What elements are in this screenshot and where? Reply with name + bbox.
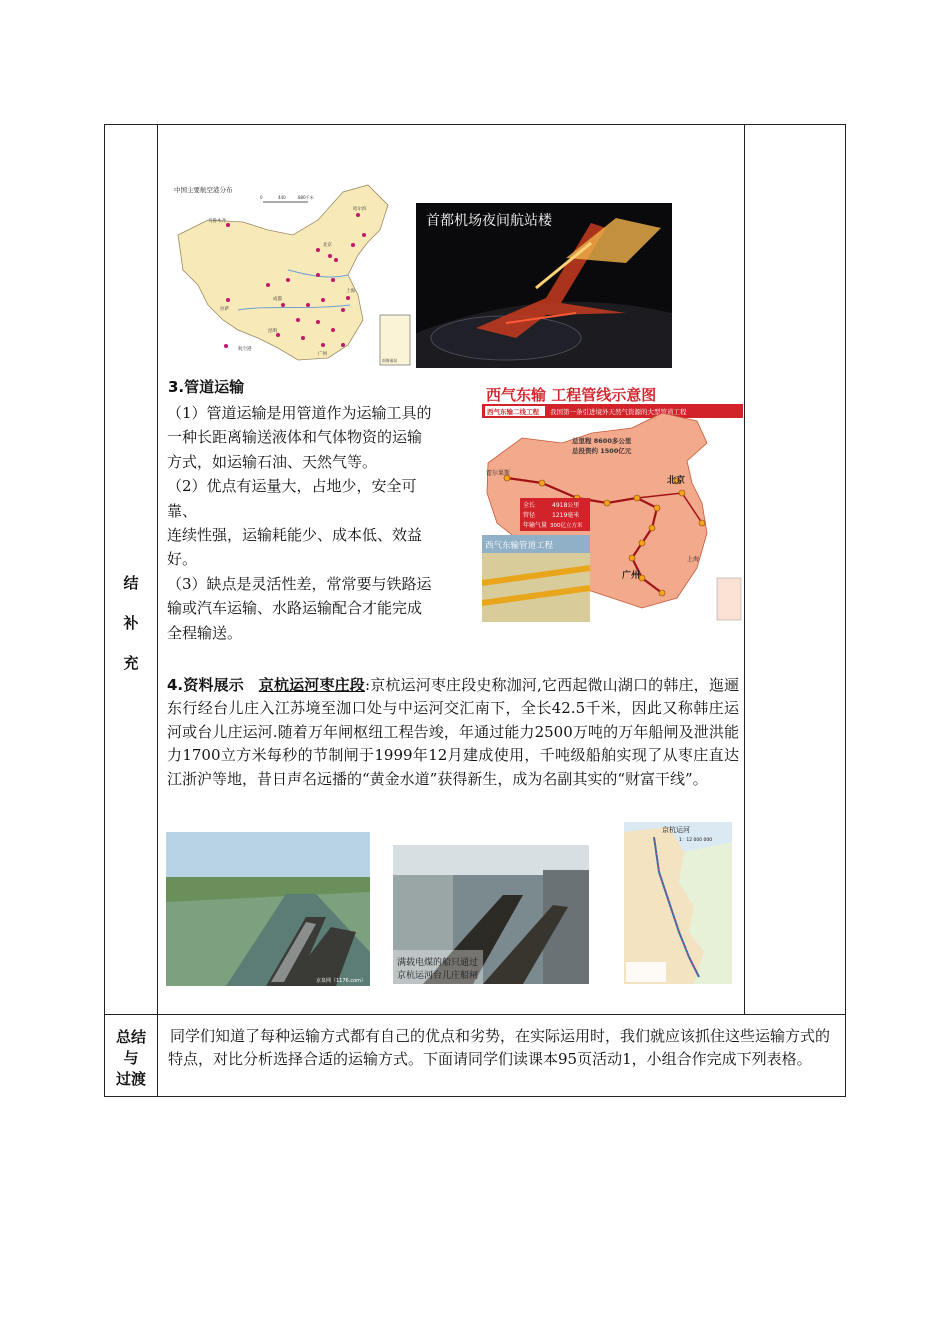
svg-text:航空港: 航空港 [238, 347, 252, 352]
svg-text:880千米: 880千米 [298, 195, 314, 200]
pipeline-points: （1）管道运输是用管道作为运输工具的 一种长距离输送液体和气体物资的运输 方式，如运输石油、天然气等。 （2）优点有运量大，占地少，安全可 靠、 连续性强，运输耗能少、成本低、效益 好。 （3）缺点是灵活性差，常常要与铁路运 输或汽车运输、水路运输配合才能完成 全程输送。 [167, 404, 432, 642]
svg-text:我国第一条引进境外天然气资源的大型管道工程: 我国第一条引进境外天然气资源的大型管道工程 [550, 408, 687, 416]
airport-night-photo [416, 203, 672, 368]
svg-text:满载电煤的船只通过: 满载电煤的船只通过 [397, 958, 479, 968]
svg-text:京泉网（1176.com）: 京泉网（1176.com） [316, 978, 366, 984]
svg-text:京杭运河: 京杭运河 [662, 826, 690, 834]
airport-map [168, 180, 414, 370]
svg-text:300亿立方米: 300亿立方米 [550, 523, 583, 529]
svg-text:年输气量: 年输气量 [523, 522, 548, 529]
svg-text:1：12 000 000: 1：12 000 000 [679, 838, 713, 843]
svg-text:昆明: 昆明 [268, 329, 277, 334]
svg-text:西气东输管道工程: 西气东输管道工程 [485, 541, 554, 551]
svg-text:总里程 8600多公里: 总里程 8600多公里 [572, 437, 632, 445]
svg-text:西气东输二线工程: 西气东输二线工程 [487, 408, 539, 416]
svg-text:1219毫米: 1219毫米 [552, 512, 580, 519]
west-east-gas-map [482, 383, 743, 622]
canal-photo-barges [166, 832, 370, 986]
svg-text:乌鲁木齐: 乌鲁木齐 [208, 219, 226, 224]
gas-map-title: 西气东输 工程管线示意图 [486, 386, 657, 404]
canal-paragraph [167, 674, 739, 791]
canal-text: :京杭运河枣庄段史称泇河,它西起微山湖口的韩庄，迤逦东行经台儿庄入江苏境至泇口处与中运河交汇南下，全长42.5千米，因此又称韩庄运河或台儿庄运河.随着万年闸枢纽工程告竣，年通过能力2500万吨的万年船闸及泄洪能力1700立方米每秒的节制闸于1999年12月建成使用，千吨级船舶实现了从枣庄直达江浙沪等地，昔日声名远播的“黄金水道”获得新生，成为名副其实的“财富干线”。 [167, 676, 739, 788]
canal-photo-ship-lock [393, 845, 589, 984]
svg-text:440: 440 [278, 195, 286, 200]
svg-text:广州: 广州 [318, 352, 327, 357]
pipeline-heading: 3.管道运输 [168, 378, 245, 396]
summary-text: 同学们知道了每种运输方式都有自己的优点和劣势，在实际运用时，我们就应该抓住这些运输方式的特点，对比分析选择合适的运输方式。下面请同学们读课本95页活动1，小组合作完成下列表格。 [168, 1027, 831, 1068]
svg-text:霍尔果斯: 霍尔果斯 [486, 470, 511, 477]
svg-text:北京: 北京 [667, 476, 686, 486]
svg-text:广州: 广州 [622, 571, 641, 581]
svg-text:拉萨: 拉萨 [220, 307, 229, 312]
airport-photo-caption: 首都机场夜间航站楼 [426, 213, 552, 229]
column-divider-left [157, 124, 158, 1097]
svg-text:4918公里: 4918公里 [552, 502, 580, 509]
svg-text:全长: 全长 [523, 502, 536, 509]
svg-text:上海: 上海 [346, 289, 355, 294]
section-label: 结 补 充 [123, 574, 139, 672]
canal-heading: 4.资料展示 [167, 676, 244, 694]
svg-text:京杭运河台儿庄船闸: 京杭运河台儿庄船闸 [397, 971, 479, 981]
canal-title: 京杭运河枣庄段 [258, 676, 365, 694]
row-divider [104, 1014, 846, 1015]
svg-text:上海: 上海 [687, 556, 700, 563]
svg-text:管径: 管径 [523, 512, 536, 519]
svg-text:成都: 成都 [273, 297, 282, 302]
svg-text:南海诸岛: 南海诸岛 [382, 358, 398, 363]
summary-label: 总结 与 过渡 [115, 1028, 146, 1088]
airport-map-title: 中国主要航空港分布 [174, 186, 233, 194]
svg-text:北京: 北京 [323, 243, 332, 248]
svg-text:0: 0 [260, 195, 263, 200]
svg-text:总投资约 1500亿元: 总投资约 1500亿元 [572, 447, 632, 455]
grand-canal-map [624, 822, 732, 984]
svg-text:哈尔滨: 哈尔滨 [353, 207, 367, 212]
column-divider-right [744, 124, 745, 1014]
